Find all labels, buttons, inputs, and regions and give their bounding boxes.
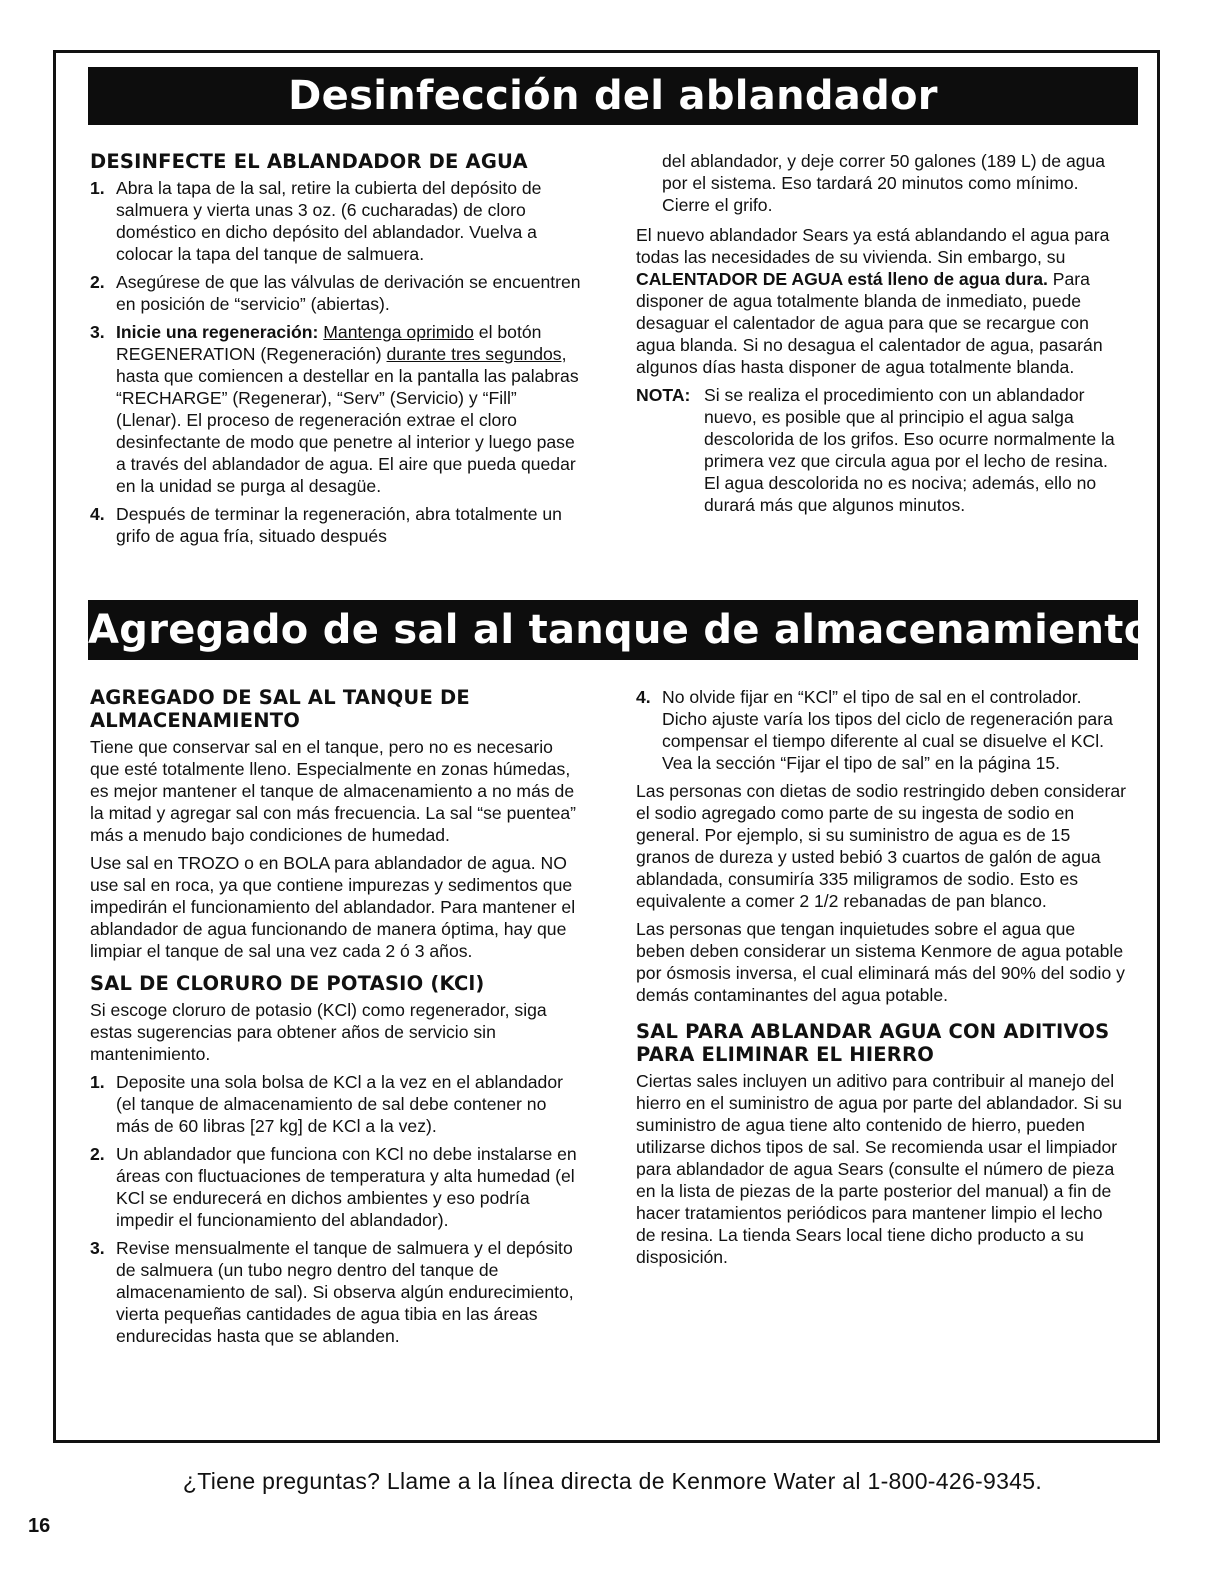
step-text: No olvide fijar en “KCl” el tipo de sal en el controlador. Dicho ajuste varía los tipos del ciclo de regeneración para compensar el tiempo diferente al cual se disuelve el KCl. Vea la sección “Fijar el tipo de sal” en la página 15.: [662, 687, 1113, 773]
paragraph: Tiene que conservar sal en el tanque, pero no es necesario que esté totalmente lleno. Especialmente en zonas húmedas, es mejor mantener el tanque de almacenamiento a no más de la mitad y agregar sal con más frecuencia. La sal “se puentea” más a menudo bajo condiciones de humedad.: [90, 737, 577, 845]
salt-left-column: [90, 686, 582, 1353]
disinfect-steps: [90, 177, 582, 547]
step-number: 3.: [90, 1238, 105, 1258]
note-text: Si se realiza el procedimiento con un ablandador nuevo, es posible que al principio el agua salga descolorida de los grifos. Eso ocurre normalmente la primera vez que circula agua por el lecho de resina. El agua descolorida no es nociva; además, ello no durará más que algunos minutos.: [704, 385, 1115, 515]
step-number: 2.: [90, 272, 105, 292]
step-number: 1.: [90, 178, 105, 198]
section-banner-salt: Agregado de sal al tanque de almacenamiento: [88, 600, 1138, 660]
list-item: [90, 1237, 582, 1347]
note-label: NOTA:: [636, 385, 691, 405]
step-emphasis: Mantenga oprimido: [323, 322, 474, 342]
list-item: [90, 503, 582, 547]
step-text: Deposite una sola bolsa de KCl a la vez en el ablandador (el tanque de almacenamiento de sal debe contener no más de 60 libras [27 kg] de KCl a la vez).: [116, 1072, 563, 1136]
salt-right-column: [636, 686, 1126, 1274]
step4-continued: del ablandador, y deje correr 50 galones (189 L) de agua por el sistema. Eso tardará 20 minutos como mínimo. Cierre el grifo.: [662, 151, 1106, 215]
kcl-steps: [90, 1071, 582, 1347]
note: [636, 384, 1126, 516]
paragraph: Las personas con dietas de sodio restringido deben considerar el sodio agregado como parte de su ingesta de sodio en general. Por ejemplo, si su suministro de agua es de 15 granos de dureza y usted bebió 3 cuartos de galón de agua ablandada, consumiría 335 miligramos de sodio. Esto es equivalente a comer 2 1/2 rebanadas de pan blanco.: [636, 781, 1127, 911]
page-number: 16: [28, 1515, 51, 1537]
step-number: 4.: [90, 504, 105, 524]
list-item: [90, 321, 582, 497]
step-text: Un ablandador que funciona con KCl no debe instalarse en áreas con fluctuaciones de temperatura y alta humedad (el KCl se endurecerá en dichos ambientes y eso podría impedir el funcionamiento del ablandador).: [116, 1144, 577, 1230]
paragraph: Si escoge cloruro de potasio (KCl) como regenerador, siga estas sugerencias para obtener años de servicio sin mantenimiento.: [90, 1000, 547, 1064]
step-number: 2.: [90, 1144, 105, 1164]
step-text: Asegúrese de que las válvulas de derivación se encuentren en posición de “servicio” (abiertas).: [116, 272, 581, 314]
disinfect-heading: DESINFECTE EL ABLANDADOR DE AGUA: [90, 150, 528, 173]
paragraph: [636, 224, 1126, 378]
paragraph-bold: CALENTADOR DE AGUA está lleno de agua dura.: [636, 269, 1048, 289]
step-text: Revise mensualmente el tanque de salmuera y el depósito de salmuera (un tubo negro dentro del tanque de almacenamiento de sal). Si observa algún endurecimiento, vierta pequeñas cantidades de agua tibia en las áreas endurecidas hasta que se ablanden.: [116, 1238, 574, 1346]
step-text: hasta que comiencen a destellar en la pantalla las palabras “RECHARGE” (Regenerar), “Serv” (Servicio) y “Fill” (Llenar). El proceso de regeneración extrae el cloro desinfectante de modo que penetre al interior y luego pase a través del ablandador de agua. El aire que pueda quedar en la unidad se purga al desagüe.: [116, 366, 579, 496]
list-item: [636, 686, 1126, 774]
iron-heading: SAL PARA ABLANDAR AGUA CON ADITIVOS PARA ELIMINAR EL HIERRO: [636, 1020, 1110, 1066]
kcl-steps-continued: [636, 686, 1126, 774]
section-banner-disinfect: Desinfección del ablandador: [88, 67, 1138, 125]
step-lead: Inicie una regeneración:: [116, 322, 319, 342]
footer-hotline: ¿Tiene preguntas? Llame a la línea directa de Kenmore Water al 1-800-426-9345.: [182, 1468, 1043, 1494]
list-item: [90, 1071, 582, 1137]
paragraph: Use sal en TROZO o en BOLA para ablandador de agua. NO use sal en roca, ya que contiene impurezas y sedimentos que impedirán el funcionamiento del ablandador. Para mantener el ablandador de agua funcionando de manera óptima, hay que limpiar el tanque de sal una vez cada 2 ó 3 años.: [90, 853, 576, 961]
step-text: el botón REGENERATION (Regeneración): [116, 322, 542, 364]
disinfect-left-column: [90, 150, 582, 553]
paragraph: Las personas que tengan inquietudes sobre el agua que beben deben considerar un sistema Kenmore de agua potable por ósmosis inversa, el cual eliminará más del 90% del sodio y demás contaminantes del agua potable.: [636, 919, 1125, 1005]
step-emphasis: durante tres segundos,: [386, 344, 567, 364]
salt-heading: AGREGADO DE SAL AL TANQUE DE ALMACENAMIENTO: [90, 686, 470, 732]
step-text: Después de terminar la regeneración, abra totalmente un grifo de agua fría, situado después: [116, 504, 562, 546]
list-item: [90, 1143, 582, 1231]
kcl-heading: SAL DE CLORURO DE POTASIO (KCl): [90, 972, 485, 995]
list-item: [90, 271, 582, 315]
paragraph-text: Para disponer de agua totalmente blanda de inmediato, puede desaguar el calentador de agua para que se recargue con agua blanda. Si no desagua el calentador de agua, pasarán algunos días hasta disponer de agua totalmente blanda.: [636, 269, 1103, 377]
step-number: 3.: [90, 322, 105, 342]
list-item: [90, 177, 582, 265]
step-number: 4.: [636, 687, 651, 707]
disinfect-right-column: [636, 150, 1126, 516]
step-number: 1.: [90, 1072, 105, 1092]
paragraph: Ciertas sales incluyen un aditivo para contribuir al manejo del hierro en el suministro de agua por parte del ablandador. Si su suministro de agua tiene alto contenido de hierro, pueden utilizarse dichos tipos de sal. Se recomienda usar el limpiador para ablandador de agua Sears (consulte el número de pieza en la lista de piezas de la parte posterior del manual) a fin de hacer tratamientos periódicos para mantener limpio el lecho de resina. La tienda Sears local tiene dicho producto a su disposición.: [636, 1071, 1123, 1267]
paragraph-text: El nuevo ablandador Sears ya está ablandando el agua para todas las necesidades de su vivienda. Sin embargo, su: [636, 225, 1110, 267]
step-text: Abra la tapa de la sal, retire la cubierta del depósito de salmuera y vierta unas 3 oz. (6 cucharadas) de cloro doméstico en dicho depósito del ablandador. Vuelva a colocar la tapa del tanque de salmuera.: [116, 178, 542, 264]
